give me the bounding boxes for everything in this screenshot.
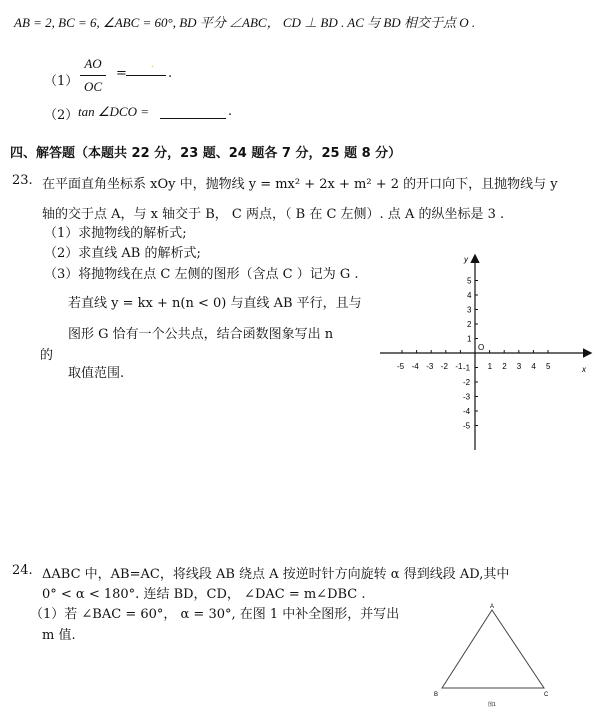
q2-number: （2） [44,108,79,123]
figure-1-triangle [428,600,558,716]
problem-23-part-3-line-2: 若直线 y = kx + n(n < 0) 与直线 AB 平行，且与 [68,296,362,311]
problem-23-part-3-line-4: 的 [40,348,54,363]
y-tick-label: 2 [467,320,472,329]
problem-23-line-1: 在平面直角坐标系 xOy 中，抛物线 y = mx² + 2x + m² + 2 的开口向下，且抛物线与 y [42,177,558,192]
q1-mark: ˙ [150,66,155,76]
x-tick-label: 5 [546,362,551,371]
q1-equals: = [116,66,127,81]
q2-period: . [228,104,233,119]
problem-24-line-1: ΔABC 中，AB=AC，将线段 AB 绕点 A 按逆时针方向旋转 α 得到线段 AD,其中 [42,567,510,582]
problem-23-line-2: 轴的交于点 A，与 x 轴交于 B， C 两点，（ B 在 C 左侧）. 点 A 的纵坐标是 3 . [42,207,505,222]
origin-label: O [478,343,485,352]
figure-caption: 图1 [488,702,496,708]
problem-23-part-2: （2）求直线 AB 的解析式; [44,246,201,261]
q2-expression: tan ∠DCO = [78,104,149,119]
q1-number: （1） [44,74,79,89]
ratio-fraction [80,56,106,95]
problem-23-part-3-line-5: 取值范围. [68,366,125,381]
triangle-abc [442,610,544,688]
y-tick-label: -1 [463,363,471,373]
y-tick-label: 5 [467,276,472,286]
given-conditions: AB = 2, BC = 6, ∠ABC = 60°, BD 平分 ∠ABC， CD ⊥ BD . AC 与 BD 相交于点 O . [14,15,476,30]
x-tick-label: -1 [455,362,463,371]
x-tick-label: 3 [516,362,522,371]
section-heading: 四、解答题（本题共 22 分，23 题、24 题各 7 分，25 题 8 分） [10,146,402,161]
problem-24-part-1-line-2: m 值. [42,628,76,643]
coordinate-axes [376,250,596,456]
x-tick-label: -4 [411,362,419,371]
y-axis-label: y [464,255,468,264]
x-tick-label: 2 [502,362,507,371]
q1-answer-blank[interactable] [126,64,166,76]
y-tick-label: -3 [463,392,471,402]
problem-24-part-1: （1）若 ∠BAC = 60°， α = 30°, 在图 1 中补全图形，并写出 [30,607,400,622]
x-tick-label: 4 [531,362,536,371]
problem-23-part-1: （1）求抛物线的解析式; [44,226,187,241]
y-tick-label: -2 [463,378,471,387]
problem-23-number: 23. [12,173,33,188]
y-tick-label: 4 [467,291,472,300]
x-tick-label: -3 [426,362,434,371]
x-axis-label: x [582,365,586,374]
fraction-denominator: OC [83,79,103,94]
vertex-c-label: C [544,692,549,698]
problem-23-part-3: （3）将抛物线在点 C 左侧的图形（含点 C ）记为 G . [44,267,359,282]
vertex-a-label: A [490,604,495,610]
x-tick-label: -5 [397,362,405,371]
y-tick-label: -4 [463,407,471,416]
y-tick-label: -5 [463,421,471,431]
q2-answer-blank[interactable] [160,104,226,119]
x-tick-label: -2 [440,362,448,371]
problem-24-number: 24. [12,563,33,578]
problem-24-line-2: 0° < α < 180°. 连结 BD，CD， ∠DAC = m∠DBC . [42,587,366,602]
q1-period: . [168,66,173,81]
problem-23-part-3-line-3: 图形 G 恰有一个公共点，结合函数图象写出 n [68,327,334,342]
x-tick-label: 1 [487,362,493,371]
y-tick-label: 1 [467,334,472,344]
fraction-numerator: AO [84,56,102,71]
vertex-b-label: B [434,692,439,698]
y-tick-label: 3 [467,305,472,315]
